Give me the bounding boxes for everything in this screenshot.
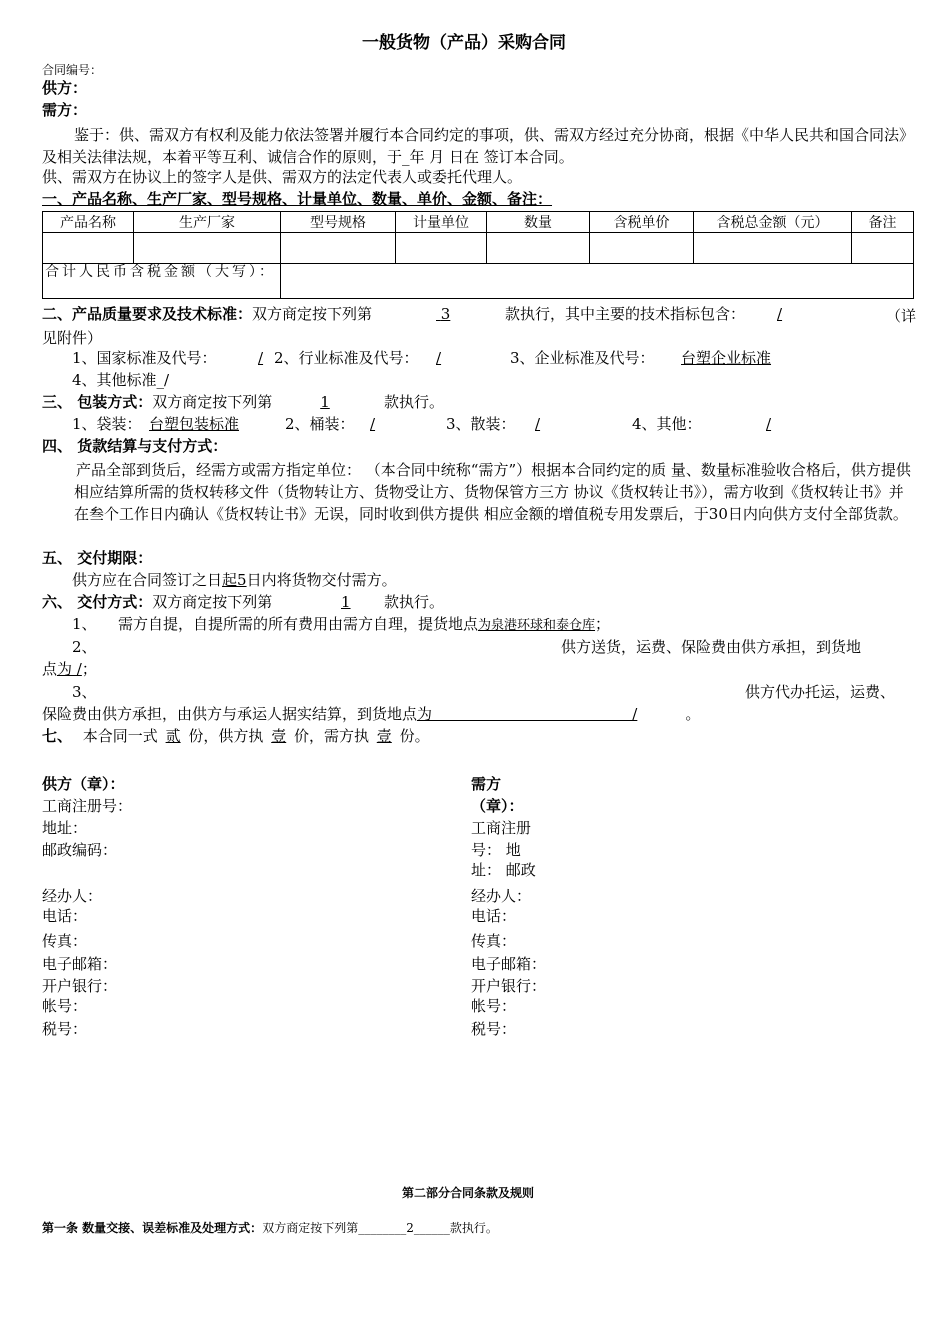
section-6-clause-number: 1 [341,593,351,611]
section-7-text2: 份，供方执 [188,727,264,745]
buyer-email: 电子邮箱： [471,955,547,973]
delivery-2-num: 2、 [72,638,97,656]
section-7-text4: 份。 [399,727,430,745]
intro-paragraph: 鉴于：供、需双方有权利及能力依法签署并履行本合同约定的事项，供、需双方经过充分协商，根据《中华人民共和国合同法》及相关法律法规，本着平等互利、诚信合作的原则，于_年 月 日在 签订本合同。 [42,126,915,166]
signatory-note: 供、需双方在协议上的签字人是供、需双方的法定代表人或委托代理人。 [42,168,523,186]
buyer-seal-label: 需方 [471,775,502,793]
section-5-text2: 日内将货物交付需方。 [246,571,397,589]
pack-bag-label: 1、袋装： [72,415,142,433]
buyer-tax-no: 税号： [471,1020,517,1038]
part-2-title: 第二部分合同条款及规则 [402,1186,535,1200]
supplier-bank: 开户银行： [42,977,118,995]
delivery-1-text [118,615,610,634]
col-remarks: 备注 [852,212,914,233]
table-cell[interactable] [134,233,281,264]
supplier-tax-no: 税号： [42,1020,88,1038]
col-manufacturer: 生产厂家 [134,212,281,233]
section-3-heading: 三、 包装方式： [42,393,153,411]
pack-other-label: 4、其他： [632,415,702,433]
supplier-email: 电子邮箱： [42,955,118,973]
delivery-1-num: 1、 [72,615,97,633]
buyer-reg-no-2: 号： 地 [471,841,521,859]
table-cell[interactable] [396,233,487,264]
delivery-2-prefix: 点 [42,660,58,678]
section-6-line [42,593,272,611]
col-unit-price: 含税单价 [590,212,694,233]
section-2-see-attachment: （详见附件） [42,307,917,347]
supplier-phone: 电话： [42,907,88,925]
buyer-address-clipped: 址： 邮政 [471,861,536,879]
total-label: 合计人民币含税金额（大写）： [43,264,281,299]
copies-total: 贰 [165,727,181,745]
supplier-address: 地址： [42,819,88,837]
table-row [43,233,914,264]
supplier-postcode: 邮政编码： [42,841,118,859]
delivery-1-desc: 需方自提，自提所需的所有费用由需方自理，提货地点 [118,615,479,633]
table-cell[interactable] [590,233,694,264]
table-cell[interactable] [694,233,852,264]
buyer-fax: 传真： [471,932,517,950]
copies-supplier: 壹 [271,727,287,745]
section-3-text2: 款执行。 [384,393,445,411]
buyer-bank: 开户银行： [471,977,547,995]
section-7-heading: 七、 [42,727,73,745]
std-national-value: / [258,349,264,367]
buyer-reg-no: 工商注册 [471,819,532,837]
goods-table [42,211,914,299]
std-other: 4、其他标准_/ [72,371,170,389]
section-5-text1: 供方应在合同签订之日 [72,571,223,589]
article-1-text: 双方商定按下列第________2______款执行。 [262,1221,498,1235]
buyer-phone: 电话： [471,907,517,925]
section-6-heading: 六、 交付方式： [42,593,153,611]
contract-number-label: 合同编号： [42,63,103,77]
section-4-body: 产品全部到货后，经需方或需方指定单位： （本合同中统称“需方”）根据本合同约定的质 量、数量标准验收合格后，供方提供相应结算所需的货权转移文件（货物转让方、货物受让方、货物保管方三方 协议《货权转让书》），需方收到《货权转让书》并在叁个工作日内确认《货权转让书》无误，同时收到供方提供 相应金额的增值税专用发票后，于30日内向供方支付全部货款。 [74,461,911,523]
section-3-text: 双方商定按下列第 [152,393,273,411]
col-unit: 计量单位 [396,212,487,233]
buyer-agent: 经办人： [471,887,532,905]
total-row [43,264,914,299]
section-2-clause-value: 3 [440,305,451,323]
std-industry-label: 2、行业标准及代号： [274,349,419,367]
article-1-heading: 第一条 数量交接、误差标准及处理方式： [42,1221,263,1235]
col-total-amount: 含税总金额（元） [694,212,852,233]
std-national-label: 1、国家标准及代号： [72,349,217,367]
pack-drum-label: 2、桶装： [285,415,355,433]
supplier-agent: 经办人： [42,887,103,905]
article-1-line [42,1221,498,1235]
delivery-2-end: ； [81,660,97,678]
delivery-3-desc: 保险费由供方承担，由供方与承运人据实结算，到货地点 [42,705,418,723]
supplier-seal-label: 供方（章）： [42,775,125,793]
delivery-3-location-line [42,705,700,723]
buyer-seal-label-2: （章）： [471,797,524,815]
delivery-3-location: 为 / [417,705,638,723]
delivery-2-text: 供方送货，运费、保险费由供方承担，到货地 [561,638,862,656]
section-2-heading: 二、产品质量要求及技术标准： [42,305,253,323]
std-enterprise-label: 3、企业标准及代号： [510,349,655,367]
std-enterprise-value: 台塑企业标准 [681,349,772,367]
section-6-text2: 款执行。 [384,593,445,611]
delivery-1-location: 为泉港环球和泰仓库 [478,618,596,633]
col-model: 型号规格 [281,212,396,233]
pack-bag-value: 台塑包装标准 [149,415,240,433]
goods-table-header [43,212,914,233]
buyer-label: 需方： [42,101,88,119]
total-value-cell[interactable] [281,264,914,299]
supplier-fax: 传真： [42,932,88,950]
buyer-account: 帐号： [471,997,517,1015]
supplier-account: 帐号： [42,997,88,1015]
delivery-3-num: 3、 [72,683,97,701]
supplier-reg-no: 工商注册号： [42,797,133,815]
section-2-text: 双方商定按下列第 [252,305,373,323]
pack-other-value: / [766,415,772,433]
delivery-2-location: 为 / [57,660,82,678]
section-1-heading: 一、产品名称、生产厂家、型号规格、计量单位、数量、单价、金额、备注： [42,190,553,208]
section-5-body [72,571,397,589]
section-7-line [42,727,430,745]
pack-drum-value: / [370,415,376,433]
pack-bulk-value: / [535,415,541,433]
section-2-indicators: / [777,305,783,323]
supplier-label: 供方： [42,79,88,97]
col-product-name: 产品名称 [43,212,134,233]
delivery-1-end: ； [595,615,611,633]
table-cell[interactable] [281,233,396,264]
delivery-3-end: 。 [685,705,701,723]
section-7-text1: 本合同一式 [82,727,158,745]
page-title: 一般货物（产品）采购合同 [362,33,566,53]
table-cell[interactable] [43,233,134,264]
copies-buyer: 壹 [376,727,392,745]
table-cell[interactable] [487,233,590,264]
std-industry-value: / [436,349,442,367]
section-7-text3: 价，需方执 [293,727,369,745]
section-2-text2: 款执行，其中主要的技术指标包含： [505,305,746,323]
delivery-3-text: 供方代办托运，运费、 [745,683,896,701]
col-quantity: 数量 [487,212,590,233]
section-3-clause-number: 1 [320,393,330,411]
section-6-text: 双方商定按下列第 [152,593,273,611]
section-5-heading: 五、 交付期限： [42,549,153,567]
delivery-2-location-line [42,660,97,678]
section-4-heading: 四、 货款结算与支付方式： [42,437,228,455]
section-3-line [42,393,272,411]
section-5-days: 起5 [222,571,247,589]
table-cell[interactable] [852,233,914,264]
pack-bulk-label: 3、散装： [446,415,516,433]
